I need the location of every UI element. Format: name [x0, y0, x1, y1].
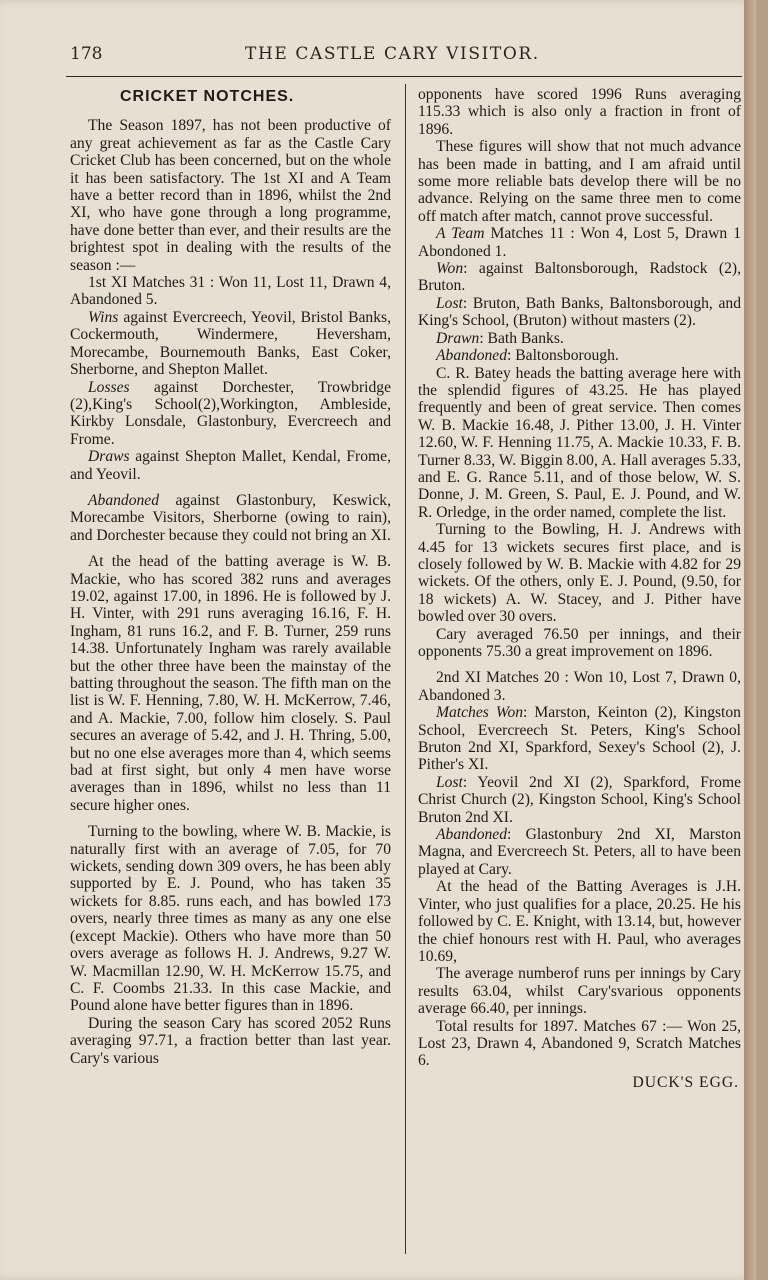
paragraph: Turning to the bowling, where W. B. Mackie, is naturally first with an average of 7.05, for 70 wickets, sending down 309 overs, he has been ably supported by E. J. Pound, who has taken 35 wickets for 8.85. runs each, and has bowled 173 overs, nearly three times as many as any one else (except Mackie). Others who have more than 50 overs average as follows H. J. Andrews, 9.27 W. W. Macmillan 12.90, W. H. McKerrow 15.75, and C. F. Coombs 21.33. In this case Mackie, and Pound alone have better figures than in 1896.	[70, 823, 391, 1015]
paragraph	[70, 492, 391, 544]
paragraph: The Season 1897, has not been productive of any great achievement as far as the Castle Cary Cricket Club has been concerned, but on the whole it has been satisfactory. The 1st XI and A Team have a better record than in 1896, whilst the 2nd XI, who have gone through a long programme, have done better than ever, and their results are the brightest spot in dealing with the results of the season :—	[70, 117, 391, 274]
a-team-label: A Team	[436, 225, 485, 243]
running-title: THE CASTLE CARY VISITOR.	[245, 44, 540, 64]
abandoned-text: : Glastonbury 2nd XI, Marston Magna, and Evercreech St. Peters, all to have been played at Cary.	[418, 826, 741, 878]
column-divider	[405, 84, 406, 1254]
paragraph: opponents have scored 1996 Runs averaging 115.33 which is also only a fraction in front of 1896.	[418, 86, 741, 138]
abandoned-label: Abandoned	[88, 491, 160, 509]
header-rule	[66, 76, 742, 77]
lost-label: Lost	[436, 294, 463, 312]
paragraph: Turning to the Bowling, H. J. Andrews with 4.45 for 13 wickets secures first place, and is closely followed by W. B. Mackie with 4.82 for 29 wickets. Of the others, only E. J. Pound, (9.50, for 18 wickets) A. W. Stacey, and J. Pither have bowled over 30 overs.	[418, 521, 741, 626]
page-number: 178	[70, 44, 103, 64]
wins-text: against Evercreech, Yeovil, Bristol Banks, Cockermouth, Windermere, Heversham, Morecambe, Bournemouth Banks, East Coker, Sherborne, and Shepton Mallet.	[70, 308, 391, 379]
paragraph	[418, 260, 741, 295]
abandoned-label: Abandoned	[436, 826, 508, 844]
lost-label: Lost	[436, 773, 463, 791]
abandoned-label: Abandoned	[436, 347, 508, 365]
matches-won-text: : Marston, Keinton (2), Kingston School, Evercreech St. Peters, King's School Bruton 2nd XI, Sparkford, Sexey's School (2), J. Pither's XI.	[418, 704, 741, 774]
paragraph	[418, 295, 741, 330]
paragraph: 1st XI Matches 31 : Won 11, Lost 11, Drawn 4, Abandoned 5.	[70, 274, 391, 309]
paragraph	[70, 379, 391, 449]
draws-label: Draws	[88, 448, 130, 466]
lost-text: : Bruton, Bath Banks, Baltonsborough, and King's School, (Bruton) without masters (2).	[418, 294, 741, 330]
draws-text: against Shepton Mallet, Kendal, Frome, and Yeovil.	[70, 448, 391, 483]
paragraph	[418, 774, 741, 826]
won-text: : against Baltonsborough, Radstock (2), Bruton.	[418, 260, 741, 295]
paragraph: The average numberof runs per innings by Cary results 63.04, whilst Cary'svarious opponents average 66.40, per innings.	[418, 965, 741, 1018]
paragraph	[70, 309, 391, 379]
signature: DUCK'S EGG.	[632, 1073, 739, 1091]
paragraph	[418, 225, 741, 260]
drawn-text: : Bath Banks.	[479, 329, 564, 347]
won-label: Won	[436, 260, 464, 278]
drawn-label: Drawn	[436, 329, 480, 347]
page-edge	[744, 0, 756, 1280]
paragraph	[418, 330, 741, 347]
paragraph: At the head of the batting average is W. B. Mackie, who has scored 382 runs and averages 19.02, against 17.00, in 1896. He is followed by J. H. Vinter, with 291 runs averaging 16.16, F. H. Ingham, 81 runs 16.2, and F. B. Turner, 259 runs 14.38. Unfortunately Ingham was rarely available but the other three have been the mainstay of the batting throughout the season. The fifth man on the list is W. F. Henning, 7.80, W. H. McKerrow, 7.46, and A. Mackie, 7.00, follow him closely. S. Paul secures an average of 5.42, and J. H. Thring, 5.00, but no one else averages more than 4, which seems bad at first sight, but only 4 men have worse averages than in 1896, whilst no less than 11 secure higher ones.	[70, 553, 391, 814]
paragraph	[70, 448, 391, 483]
lost-text: : Yeovil 2nd XI (2), Sparkford, Frome Christ Church (2), Kingston School, King's School Bruton 2nd XI.	[418, 773, 741, 826]
paragraph: Cary averaged 76.50 per innings, and their opponents 75.30 a great improvement on 1896.	[418, 625, 741, 660]
paragraph: During the season Cary has scored 2052 Runs averaging 97.71, a fraction better than last year. Cary's various	[70, 1014, 391, 1067]
paragraph: 2nd XI Matches 20 : Won 10, Lost 7, Drawn 0, Abandoned 3.	[418, 669, 741, 704]
paragraph: At the head of the Batting Averages is J.H. Vinter, who just qualifies for a place, 20.25. He his followed by C. E. Knight, with 13.14, but, however the chief honours rest with H. Paul, who averages 10.69,	[418, 878, 741, 965]
losses-text: against Dorchester, Trowbridge (2),King's School(2),Workington, Ambleside, Kirkby Lonsdale, Glastonbury, Evercreech and Frome.	[70, 378, 391, 448]
paragraph	[418, 826, 741, 878]
a-team-text: Matches 11 : Won 4, Lost 5, Drawn 1 Abondoned 1.	[418, 225, 741, 260]
article-title: CRICKET NOTCHES.	[120, 88, 295, 105]
losses-label: Losses	[88, 378, 130, 396]
paragraph	[418, 347, 741, 364]
right-column	[418, 86, 741, 1091]
wins-label: Wins	[88, 308, 119, 326]
paragraph: Total results for 1897. Matches 67 :— Won 25, Lost 23, Drawn 4, Abandoned 9, Scratch Matches 6.	[418, 1017, 741, 1070]
paragraph	[418, 704, 741, 774]
paragraph: C. R. Batey heads the batting average here with the splendid figures of 43.25. He has played frequently and been of great service. Then comes W. B. Mackie 16.48, J. Pither 13.00, J. H. Vinter 12.60, W. F. Henning 11.75, A. Mackie 10.33, F. B. Turner 8.33, W. Biggin 8.00, A. Hall averages 5.33, and E. G. Rance 5.11, and of those below, W. S. Donne, J. M. Green, S. Paul, E. J. Pound, and W. R. Orledge, in the order named, complete the list.	[418, 364, 741, 521]
left-column	[70, 86, 391, 1067]
paragraph: These figures will show that not much advance has been made in batting, and I am afraid until some more reliable bats develop there will be no advance. Relying on the same three men to come off match after match, cannot prove successful.	[418, 138, 741, 225]
matches-won-label: Matches Won	[436, 704, 524, 722]
abandoned-text: against Glastonbury, Keswick, Morecambe Visitors, Sherborne (owing to rain), and Dorchester because they could not bring an XI.	[70, 491, 391, 544]
abandoned-text: : Baltonsborough.	[507, 347, 619, 365]
